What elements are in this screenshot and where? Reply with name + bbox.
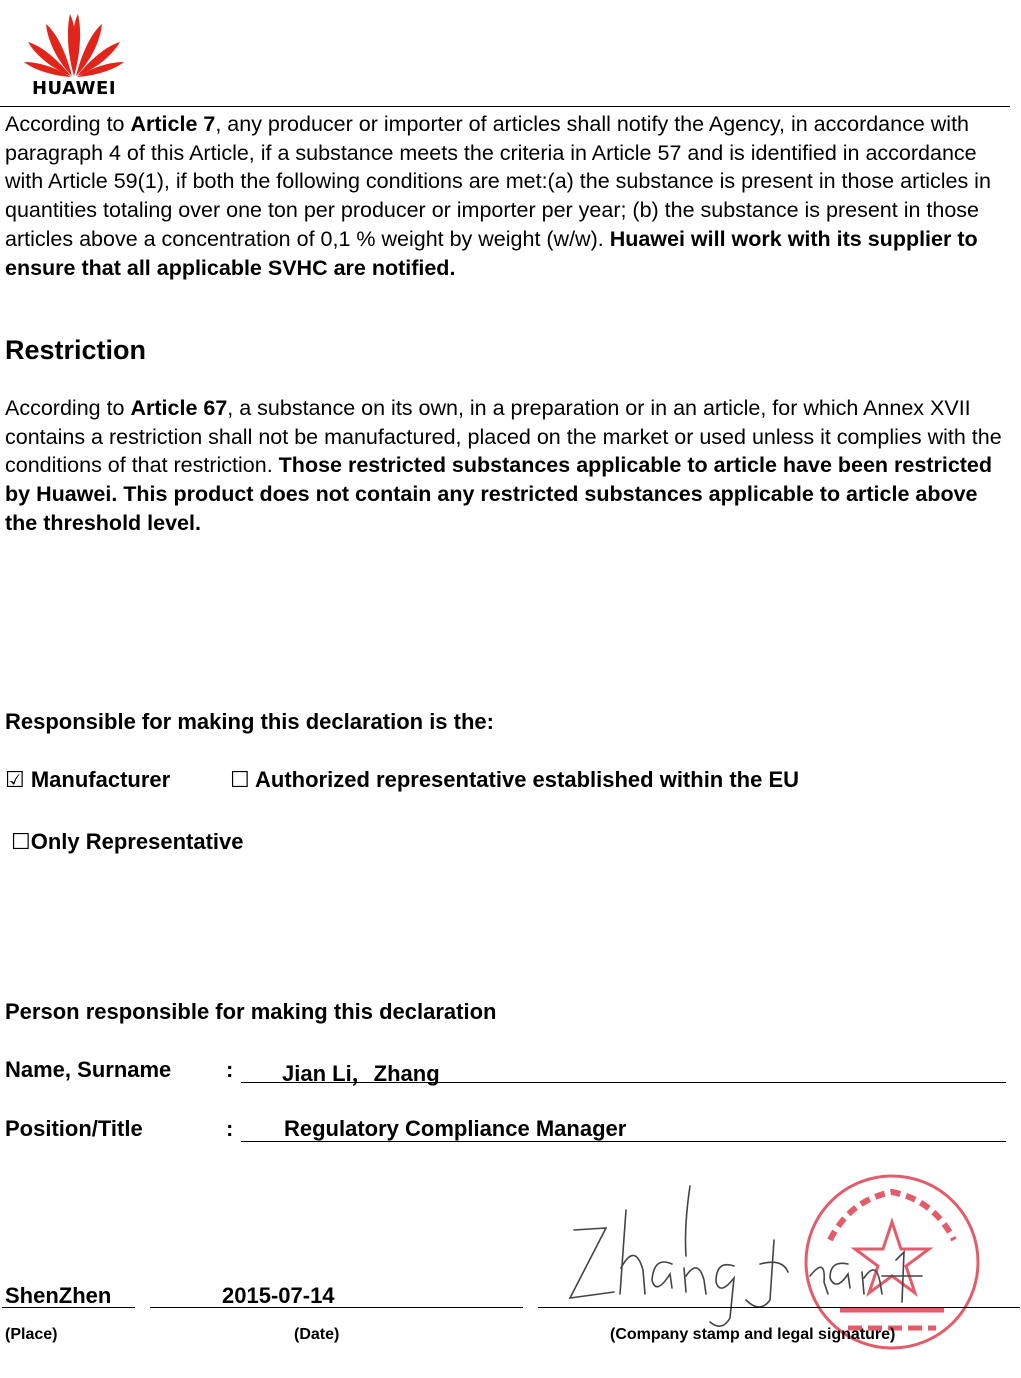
huawei-logo [22, 6, 126, 98]
article7-pre: According to [5, 112, 131, 136]
responsibility-title: Responsible for making this declaration is the: [5, 709, 494, 734]
position-colon: : [226, 1116, 234, 1141]
signature-underline [538, 1307, 1020, 1308]
restriction-heading: Restriction [5, 335, 147, 365]
place-caption: (Place) [5, 1326, 58, 1343]
article7-body: , any producer or importer of articles shall notify the Agency, in accordance with paragraph 4 of this Article, if a substance meets the criteria in Article 57 and is identified in accordance with Article 59(1), if both the following conditions are met:(a) the substance is present in those articles in quantities totaling over one ton per producer or importer per year; (b) the substance is present in those articles above a concentration of 0,1 % weight by weight (w/w). [5, 112, 991, 251]
article7-emphasis: Huawei will work with its supplier to ensure that all applicable SVHC are notified. [5, 226, 978, 280]
place-value: ShenZhen [5, 1283, 112, 1308]
article67-emphasis: Those restricted substances applicable to article have been restricted by Huawei. This product does not contain any restricted substances applicable to article above the threshold level. [5, 453, 993, 535]
name-colon: : [226, 1057, 234, 1082]
date-underline [150, 1307, 523, 1308]
position-value: Regulatory Compliance Manager [284, 1116, 627, 1141]
option-only-rep-label: Only Representative [30, 829, 244, 854]
date-caption: (Date) [294, 1326, 340, 1343]
brand-name: HUAWEI [31, 78, 117, 99]
article67-pre: According to [5, 396, 131, 420]
unchecked-box-icon: ☐ [230, 768, 250, 793]
name-label: Name, Surname [5, 1057, 172, 1082]
article67-paragraph [5, 394, 1015, 538]
option-manufacturer-label: Manufacturer [30, 767, 171, 792]
signature-caption: (Company stamp and legal signature) [610, 1326, 896, 1343]
article7-paragraph [5, 110, 1015, 282]
place-underline [2, 1307, 135, 1308]
option-authorized-rep-label: Authorized representative established within the EU [255, 767, 800, 792]
position-label: Position/Title [5, 1116, 143, 1141]
checked-box-icon: ☑ [5, 768, 25, 793]
option-manufacturer [5, 767, 170, 793]
huawei-petals-icon [22, 6, 126, 78]
article67-ref: Article 67 [130, 396, 228, 420]
option-authorized-rep [230, 767, 799, 793]
article67-body: , a substance on its own, in a preparation or in an article, for which Annex XVII contains a restriction shall not be manufactured, placed on the market or used unless it complies with the conditions of that restriction. [5, 396, 1002, 478]
header-divider [0, 106, 1010, 107]
date-value: 2015-07-14 [222, 1283, 335, 1308]
article7-ref: Article 7 [130, 112, 216, 136]
person-title: Person responsible for making this declaration [5, 999, 497, 1024]
option-only-rep [11, 829, 243, 855]
unchecked-box-icon: ☐ [11, 830, 31, 855]
name-value: Jian Li，Zhang [282, 1061, 440, 1086]
